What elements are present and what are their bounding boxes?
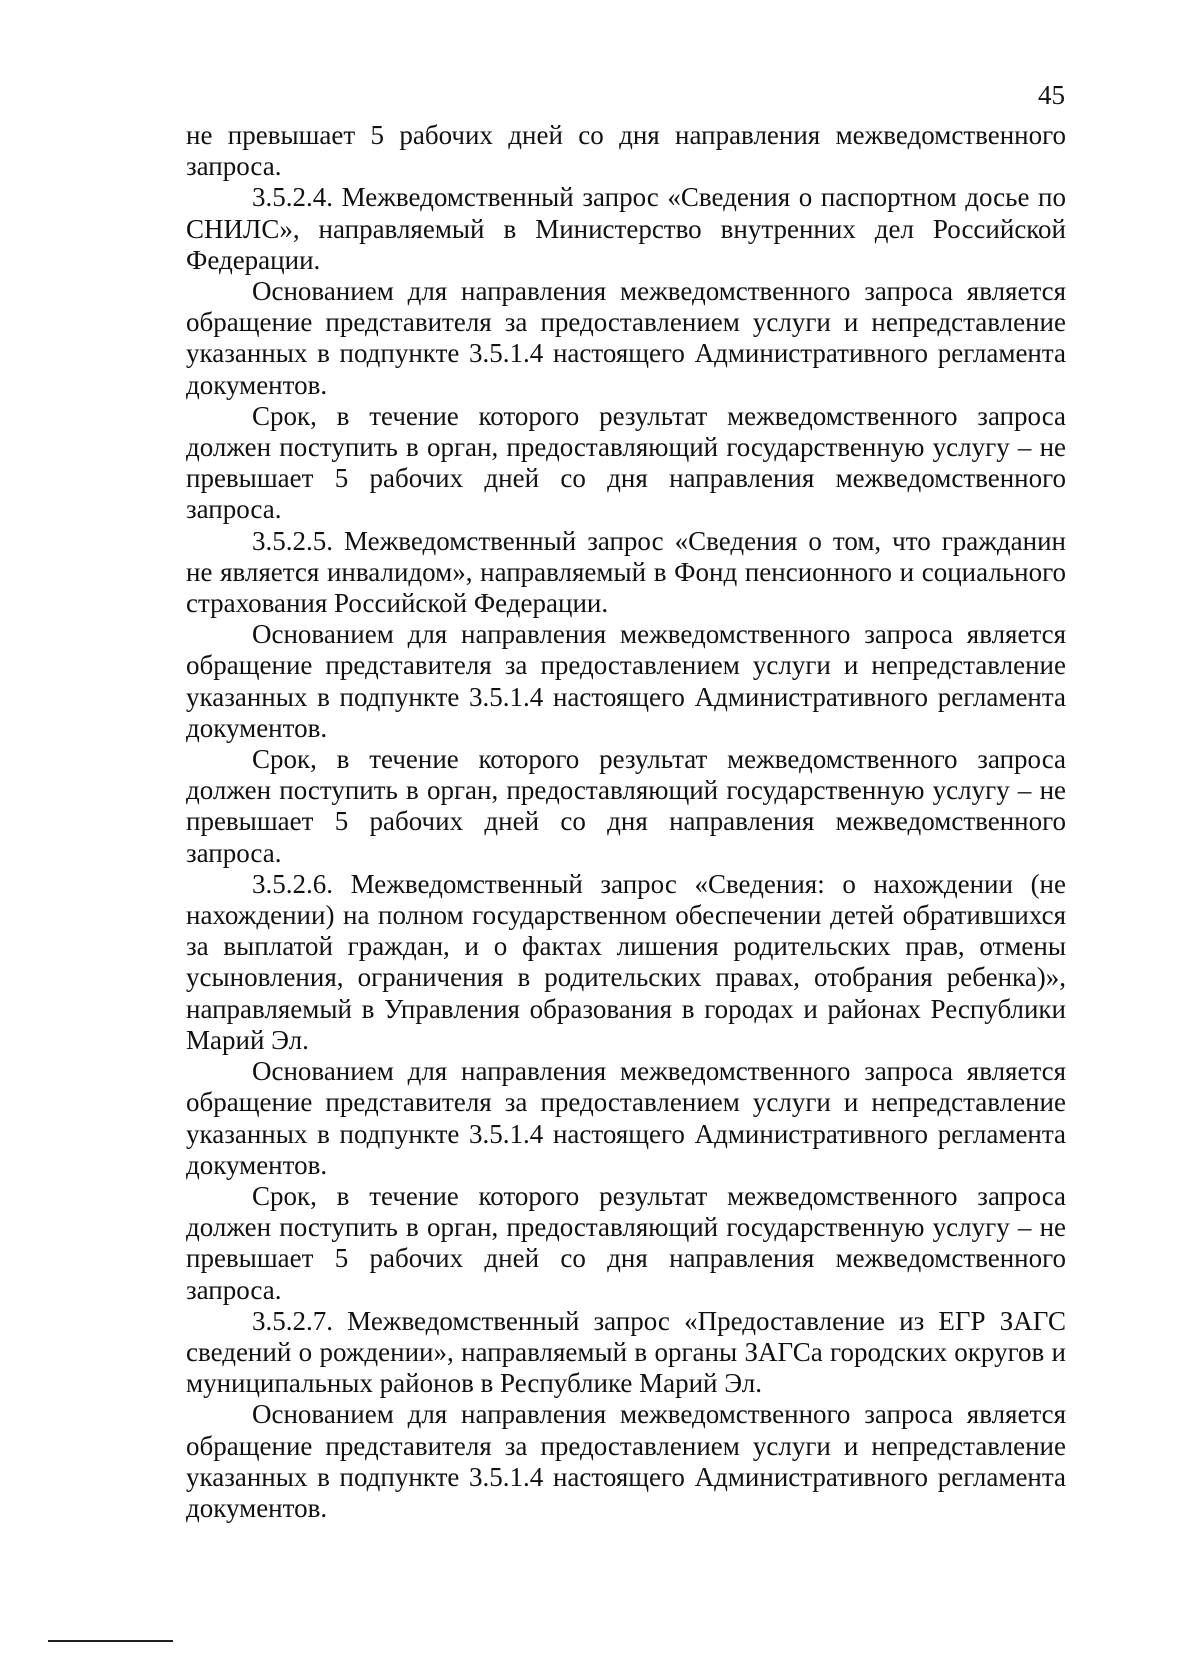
paragraph-3-5-2-5-deadline: Срок, в течение которого результат межведомственного запроса должен поступить в орган, предоставляющий государственную услугу – не превышает 5 рабочих дней со дня направления межведомственного запроса.: [186, 744, 1066, 868]
paragraph-3-5-2-4-basis: Основанием для направления межведомственного запроса является обращение представителя за предоставлением услуги и непредставление указанных в подпункте 3.5.1.4 настоящего Административного регламента документов.: [186, 276, 1066, 400]
footnote-separator-line: [48, 1640, 173, 1642]
paragraph-3-5-2-6-deadline: Срок, в течение которого результат межведомственного запроса должен поступить в орган, предоставляющий государственную услугу – не превышает 5 рабочих дней со дня направления межведомственного запроса.: [186, 1180, 1066, 1305]
paragraph-3-5-2-7-basis: Основанием для направления межведомственного запроса является обращение представителя за предоставлением услуги и непредставление указанных в подпункте 3.5.1.4 настоящего Административного регламента документов.: [186, 1399, 1066, 1523]
paragraph-continuation: не превышает 5 рабочих дней со дня направления межведомственного запроса.: [186, 120, 1066, 182]
document-body: [186, 120, 1066, 1524]
paragraph-3-5-2-5-basis: Основанием для направления межведомственного запроса является обращение представителя за предоставлением услуги и непредставление указанных в подпункте 3.5.1.4 настоящего Административного регламента документов.: [186, 619, 1066, 743]
paragraph-3-5-2-4-heading: 3.5.2.4. Межведомственный запрос «Сведения о паспортном досье по СНИЛС», направляемый в Министерство внутренних дел Российской Федерации.: [186, 182, 1066, 275]
page-number: 45: [1038, 80, 1065, 110]
paragraph-3-5-2-5-heading: 3.5.2.5. Межведомственный запрос «Сведения о том, что гражданин не является инвалидом», направляемый в Фонд пенсионного и социального страхования Российской Федерации.: [186, 525, 1066, 619]
paragraph-3-5-2-6-heading: 3.5.2.6. Межведомственный запрос «Сведения: о нахождении (не нахождении) на полном государственном обеспечении детей обратившихся за выплатой граждан, и о фактах лишения родительских прав, отмены усыновления, ограничения в родительских правах, отобрания ребенка)», направляемый в Управления образования в городах и районах Республики Марий Эл.: [186, 868, 1066, 1055]
paragraph-3-5-2-7-heading: 3.5.2.7. Межведомственный запрос «Предоставление из ЕГР ЗАГС сведений о рождении», направляемый в органы ЗАГСа городских округов и муниципальных районов в Республике Марий Эл.: [186, 1305, 1066, 1399]
paragraph-3-5-2-6-basis: Основанием для направления межведомственного запроса является обращение представителя за предоставлением услуги и непредставление указанных в подпункте 3.5.1.4 настоящего Административного регламента документов.: [186, 1056, 1066, 1180]
paragraph-3-5-2-4-deadline: Срок, в течение которого результат межведомственного запроса должен поступить в орган, предоставляющий государственную услугу – не превышает 5 рабочих дней со дня направления межведомственного запроса.: [186, 400, 1066, 525]
